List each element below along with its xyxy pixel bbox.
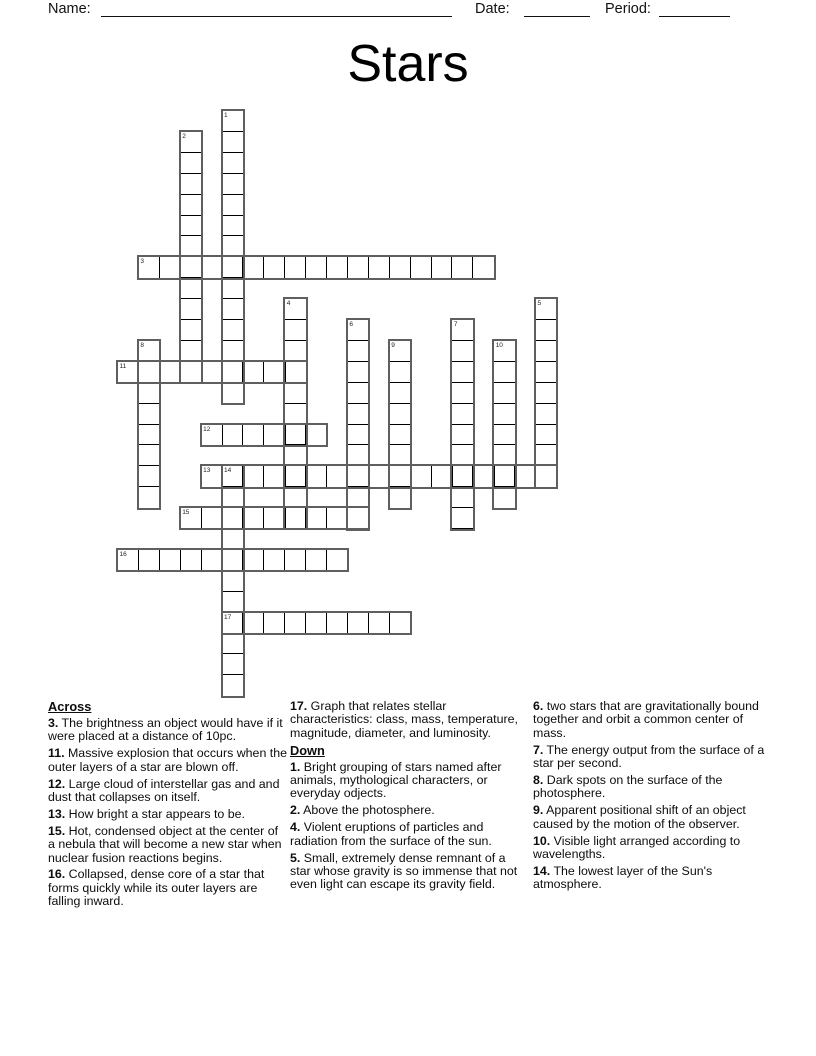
name-label: Name:	[48, 1, 91, 17]
clue-down-5: 5. Small, extremely dense remnant of a star whose gravity is so immense that not even light can escape its gravity field.	[290, 850, 518, 892]
grid-cell	[242, 424, 264, 446]
grid-cell	[284, 403, 306, 425]
grid-cell	[305, 612, 327, 634]
cell-number-13: 13	[203, 467, 211, 475]
grid-cell	[389, 444, 411, 466]
clue-number: 13.	[48, 806, 66, 821]
clue-number: 4.	[290, 820, 301, 835]
grid-cell	[222, 528, 244, 550]
grid-cell	[347, 486, 369, 508]
clue-number: 2.	[290, 803, 301, 818]
grid-cell	[180, 235, 202, 257]
grid-cell	[222, 173, 244, 195]
clue-number: 15.	[48, 823, 66, 838]
grid-cell	[138, 444, 160, 466]
clue-number: 3.	[48, 715, 59, 730]
grid-cell	[493, 382, 515, 404]
grid-cell	[159, 549, 181, 571]
grid-cell	[368, 465, 390, 487]
down-header: Down	[290, 742, 325, 758]
grid-cell	[389, 465, 411, 487]
grid-cell	[284, 549, 306, 571]
grid-cell	[242, 256, 264, 278]
grid-cell	[535, 340, 557, 362]
cell-number-7: 7	[453, 321, 458, 328]
grid-cell	[326, 507, 348, 529]
grid-cell	[326, 612, 348, 634]
grid-cell	[389, 361, 411, 383]
cell-number-16: 16	[119, 550, 127, 558]
clues-column-1	[48, 700, 287, 912]
grid-cell	[305, 549, 327, 571]
grid-cell	[284, 424, 306, 446]
grid-cell	[201, 549, 223, 571]
grid-cell	[180, 215, 202, 237]
grid-cell	[222, 131, 244, 153]
grid-cell	[389, 256, 411, 278]
grid-cell	[222, 591, 244, 613]
grid-cell	[222, 653, 244, 675]
grid-cell	[451, 256, 473, 278]
clue-down-6: 6. two stars that are gravitationally bound together and orbit a common center of mass.	[533, 699, 759, 740]
grid-cell	[180, 277, 202, 299]
cell-number-6: 6	[349, 321, 354, 328]
grid-cell	[263, 612, 285, 634]
grid-cell	[368, 256, 390, 278]
grid-cell	[305, 507, 327, 529]
grid-cell	[535, 444, 557, 466]
cell-number-4: 4	[286, 300, 291, 308]
clue-number: 14.	[533, 863, 551, 878]
grid-cell	[180, 194, 202, 216]
grid-cell	[347, 612, 369, 634]
clue-down-8: 8. Dark spots on the surface of the photosphere.	[533, 773, 723, 801]
cell-number-10: 10	[495, 341, 503, 349]
grid-cell	[305, 256, 327, 278]
grid-cell	[493, 424, 515, 446]
grid-cell	[431, 465, 453, 487]
grid-cell	[535, 382, 557, 404]
grid-cell	[347, 340, 369, 362]
clue-number: 6.	[533, 699, 544, 713]
grid-cell	[284, 486, 306, 508]
grid-cell	[180, 152, 202, 174]
grid-cell	[347, 424, 369, 446]
clues-column-2	[290, 700, 529, 895]
grid-cell	[410, 256, 432, 278]
grid-cell	[138, 424, 160, 446]
clue-number: 5.	[290, 850, 301, 865]
grid-cell	[263, 465, 285, 487]
grid-cell	[305, 465, 327, 487]
puzzle-title: Stars	[347, 35, 469, 93]
grid-cell	[535, 319, 557, 341]
cell-number-5: 5	[537, 300, 542, 308]
grid-cell	[222, 298, 244, 320]
grid-cell	[451, 486, 473, 508]
clue-down-10: 10. Visible light arranged according to wavelengths.	[533, 833, 741, 862]
grid-cell	[389, 612, 411, 634]
across-header: Across	[48, 699, 92, 714]
clue-down-9: 9. Apparent positional shift of an object caused by the motion of the observer.	[533, 803, 746, 831]
grid-cell	[535, 465, 557, 487]
clue-down-1: 1. Bright grouping of stars named after animals, mythological characters, or everyday odjects.	[290, 759, 502, 801]
clue-down-2: 2. Above the photosphere.	[290, 803, 435, 818]
grid-cell	[263, 549, 285, 571]
grid-cell	[242, 549, 264, 571]
date-label: Date:	[475, 1, 510, 17]
grid-cell	[493, 403, 515, 425]
grid-cell	[284, 612, 306, 634]
grid-cell	[535, 424, 557, 446]
grid-cell	[368, 612, 390, 634]
grid-cell	[222, 215, 244, 237]
clue-across-13: 13. How bright a star appears to be.	[48, 806, 245, 821]
grid-cell	[222, 424, 244, 446]
grid-cell	[138, 486, 160, 508]
clue-across-15: 15. Hot, condensed object at the center of a nebula that will become a new star when nuclear fusion reactions begins.	[48, 823, 282, 865]
grid-cell	[451, 361, 473, 383]
cell-number-9: 9	[391, 341, 395, 349]
grid-cell	[222, 340, 244, 362]
clue-number: 11.	[48, 746, 65, 761]
grid-cell	[222, 382, 244, 404]
clue-number: 9.	[533, 803, 544, 818]
grid-cell	[263, 424, 285, 446]
cell-number-14: 14	[224, 467, 232, 475]
grid-cell	[431, 256, 453, 278]
grid-cell	[222, 194, 244, 216]
grid-cell	[451, 507, 473, 529]
grid-cell	[222, 570, 244, 592]
grid-cell	[180, 173, 202, 195]
grid-cell	[242, 361, 264, 383]
grid-cell	[284, 465, 306, 487]
grid-cell	[326, 256, 348, 278]
cell-number-1: 1	[224, 112, 228, 119]
grid-cell	[222, 319, 244, 341]
clue-down-7: 7. The energy output from the surface of a star per second.	[533, 742, 765, 771]
grid-cell	[180, 319, 202, 341]
cell-number-15: 15	[182, 509, 190, 517]
grid-cell	[451, 465, 473, 487]
grid-cell	[284, 507, 306, 529]
grid-cell	[347, 256, 369, 278]
grid-cell	[284, 340, 306, 362]
grid-cell	[222, 549, 244, 571]
grid-cell	[284, 361, 306, 383]
grid-cell	[222, 361, 244, 383]
grid-cell	[451, 340, 473, 362]
grid-cell	[138, 361, 160, 383]
grid-cell	[389, 486, 411, 508]
grid-cell	[180, 340, 202, 362]
grid-cell	[326, 549, 348, 571]
grid-cell	[535, 403, 557, 425]
grid-cell	[284, 444, 306, 466]
grid-cell	[159, 256, 181, 278]
clue-number: 1.	[290, 759, 301, 774]
clues-column-3	[533, 700, 772, 895]
grid-cell	[222, 486, 244, 508]
grid-cell	[159, 361, 181, 383]
grid-cell	[138, 382, 160, 404]
cell-number-3: 3	[140, 258, 145, 266]
grid-cell	[472, 465, 494, 487]
grid-cell	[222, 277, 244, 299]
grid-cell	[347, 444, 369, 466]
grid-cell	[493, 361, 515, 383]
grid-cell	[493, 444, 515, 466]
clue-across-16: 16. Collapsed, dense core of a star that forms quickly while its outer layers are falling inward.	[48, 867, 265, 909]
grid-cell	[347, 361, 369, 383]
grid-cell	[451, 403, 473, 425]
clue-number: 7.	[533, 742, 544, 757]
grid-cell	[389, 424, 411, 446]
grid-cell	[263, 507, 285, 529]
grid-cell	[222, 633, 244, 655]
clue-number: 16.	[48, 867, 66, 882]
clue-number: 17.	[290, 699, 308, 713]
grid-cell	[180, 298, 202, 320]
grid-cell	[514, 465, 536, 487]
cell-number-17: 17	[224, 613, 232, 621]
clue-number: 8.	[533, 773, 544, 788]
grid-cell	[347, 507, 369, 529]
grid-cell	[326, 465, 348, 487]
grid-cell	[284, 256, 306, 278]
clue-number: 10.	[533, 833, 551, 848]
grid-cell	[201, 361, 223, 383]
grid-cell	[284, 382, 306, 404]
grid-cell	[138, 465, 160, 487]
cell-number-11: 11	[119, 362, 127, 370]
clue-across-3: 3. The brightness an object would have if it were placed at a distance of 10pc.	[48, 715, 283, 744]
grid-cell	[535, 361, 557, 383]
grid-cell	[305, 424, 327, 446]
clue-across-17: 17. Graph that relates stellar characteristics: class, mass, temperature, magnitude, diameter, and luminosity.	[290, 699, 518, 740]
grid-cell	[451, 444, 473, 466]
grid-cell	[138, 403, 160, 425]
clue-down-4: 4. Violent eruptions of particles and radiation from the surface of the sun.	[290, 820, 492, 848]
grid-cell	[180, 256, 202, 278]
period-label: Period:	[605, 1, 651, 17]
grid-cell	[222, 507, 244, 529]
grid-cell	[493, 486, 515, 508]
grid-cell	[389, 382, 411, 404]
grid-cell	[493, 465, 515, 487]
grid-cell	[201, 256, 223, 278]
clue-across-11: 11. Massive explosion that occurs when the outer layers of a star are blown off.	[48, 746, 288, 774]
cell-number-8: 8	[140, 341, 145, 349]
grid-cell	[472, 256, 494, 278]
grid-cell	[138, 549, 160, 571]
grid-cell	[180, 549, 202, 571]
grid-cell	[284, 319, 306, 341]
grid-cell	[389, 403, 411, 425]
grid-cell	[180, 361, 202, 383]
grid-cell	[242, 507, 264, 529]
grid-cell	[451, 424, 473, 446]
grid-cell	[222, 152, 244, 174]
grid-cell	[222, 674, 244, 696]
grid-cell	[222, 235, 244, 257]
grid-cell	[347, 403, 369, 425]
grid-cell	[410, 465, 432, 487]
grid-cell	[451, 382, 473, 404]
clue-number: 12.	[48, 776, 66, 791]
grid-cell	[222, 256, 244, 278]
cell-number-2: 2	[182, 132, 186, 140]
grid-cell	[347, 465, 369, 487]
clue-down-14: 14. The lowest layer of the Sun's atmosphere.	[533, 863, 713, 892]
grid-cell	[242, 465, 264, 487]
clue-across-12: 12. Large cloud of interstellar gas and and dust that collapses on itself.	[48, 776, 280, 804]
grid-cell	[201, 507, 223, 529]
grid-cell	[242, 612, 264, 634]
cell-number-12: 12	[203, 425, 211, 433]
grid-cell	[347, 382, 369, 404]
grid-cell	[263, 256, 285, 278]
grid-cell	[263, 361, 285, 383]
